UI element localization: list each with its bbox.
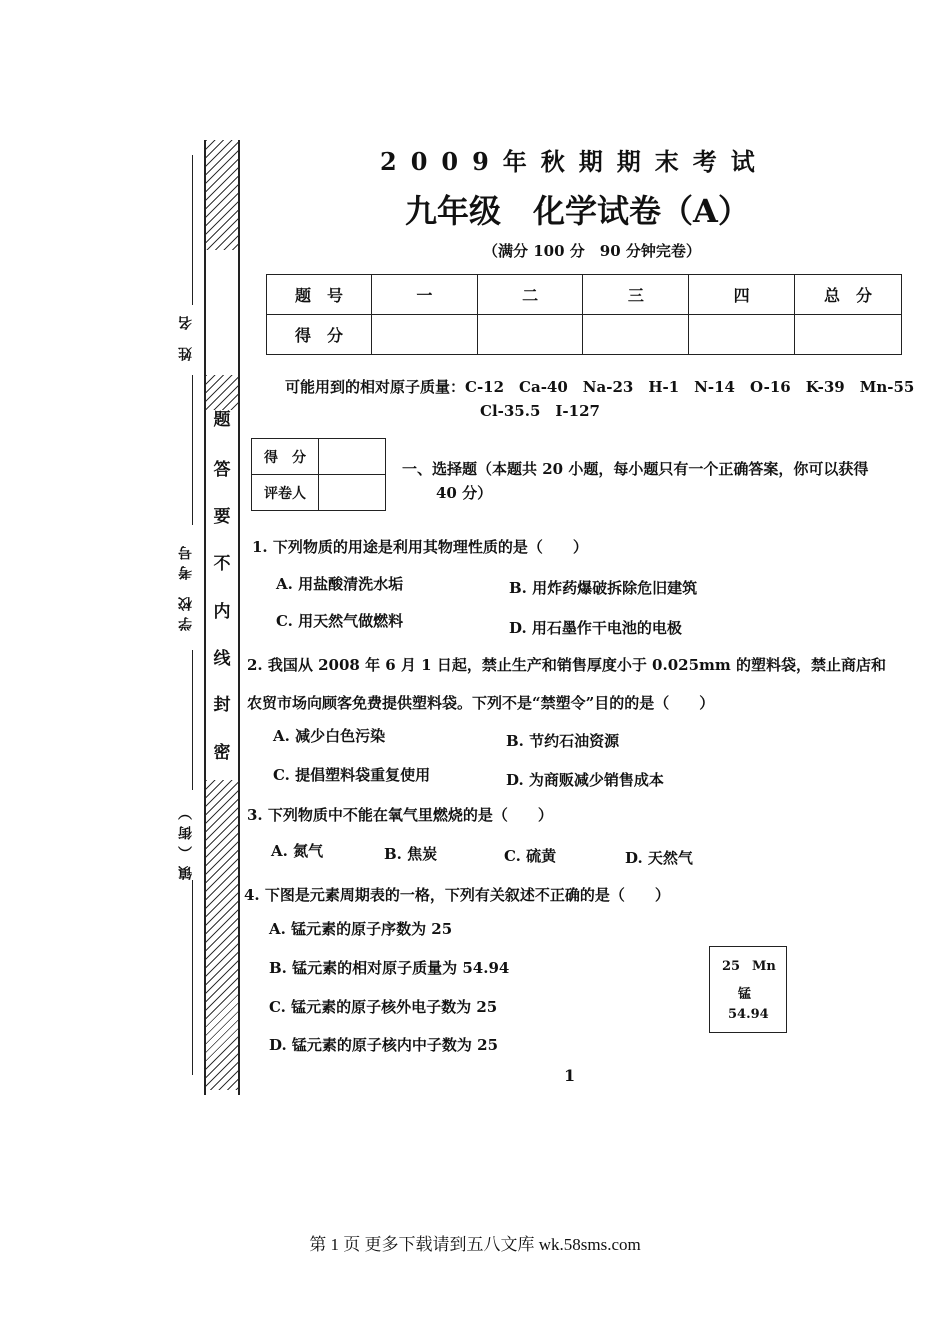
score-table-header: 题 号 <box>267 275 372 315</box>
seal-char: 内 <box>213 602 231 622</box>
seal-char: 题 <box>213 410 231 430</box>
name-label: 姓 名 <box>178 310 194 361</box>
seal-char: 线 <box>213 649 231 669</box>
hatch-pattern-bottom <box>206 780 238 1090</box>
seal-char: 封 <box>213 695 231 715</box>
question-3-stem: 3. 下列物质中不能在氧气里燃烧的是（ ） <box>247 806 553 824</box>
town-line-lower <box>192 880 193 1075</box>
question-2-stem-cont: 农贸市场向顾客免费提供塑料袋。下列不是“禁塑令”目的的是（ ） <box>247 694 715 712</box>
grader-score-label: 得 分 <box>252 439 319 475</box>
question-3-option-c[interactable]: C. 硫黄 <box>504 847 557 865</box>
seal-char: 不 <box>213 554 231 574</box>
score-table-header: 二 <box>477 275 583 315</box>
question-2-option-d[interactable]: D. 为商贩减少销售成本 <box>506 771 664 789</box>
question-1-option-d[interactable]: D. 用石墨作干电池的电极 <box>509 619 682 637</box>
question-2-option-a[interactable]: A. 减少白色污染 <box>273 727 386 745</box>
exam-subtitle: （满分 100 分 90 分钟完卷） <box>483 242 701 260</box>
footer-text: 第 1 页 更多下载请到五八文库 wk.58sms.com <box>309 1235 641 1254</box>
paper-title: 九年级 化学试卷（A） <box>405 192 750 230</box>
grader-name-label: 评卷人 <box>252 475 319 511</box>
question-3-option-b[interactable]: B. 焦炭 <box>384 845 438 863</box>
question-1-stem: 1. 下列物质的用途是利用其物理性质的是（ ） <box>252 538 588 556</box>
element-number: 25 <box>722 959 741 974</box>
grader-box <box>251 438 386 511</box>
question-2-option-c[interactable]: C. 提倡塑料袋重复使用 <box>273 766 431 784</box>
question-3-option-d[interactable]: D. 天然气 <box>625 849 693 867</box>
atomic-masses-line1: 可能用到的相对原子质量：C-12 Ca-40 Na-23 H-1 N-14 O-16 K-39 Mn-55 <box>285 378 915 396</box>
page-number: 1 <box>564 1066 576 1085</box>
element-cell <box>709 946 787 1033</box>
question-2-stem: 2. 我国从 2008 年 6 月 1 日起，禁止生产和销售厚度小于 0.025mm 的塑料袋，禁止商店和 <box>247 656 886 674</box>
question-3-option-a[interactable]: A. 氮气 <box>271 842 324 860</box>
section-heading-cont: 40 分） <box>436 484 493 502</box>
exam-title: 2009年秋期期末考试 <box>380 147 769 176</box>
score-table <box>266 274 902 355</box>
id-line <box>192 375 193 525</box>
score-table-header: 四 <box>689 275 795 315</box>
score-cell[interactable] <box>583 315 689 355</box>
score-table-header: 一 <box>371 275 477 315</box>
element-mass: 54.94 <box>728 1007 769 1022</box>
town-label: 镇（街） <box>178 800 194 880</box>
score-cell[interactable] <box>371 315 477 355</box>
score-cell[interactable] <box>689 315 795 355</box>
element-symbol: Mn <box>752 959 776 974</box>
score-table-header: 三 <box>583 275 689 315</box>
score-row-label: 得 分 <box>267 315 372 355</box>
element-name: 锰 <box>738 987 752 1002</box>
grader-score-cell[interactable] <box>319 439 386 475</box>
question-1-option-b[interactable]: B. 用炸药爆破拆除危旧建筑 <box>509 579 698 597</box>
seal-char: 要 <box>213 507 231 527</box>
question-1-option-c[interactable]: C. 用天然气做燃料 <box>276 612 404 630</box>
score-cell[interactable] <box>477 315 583 355</box>
question-4-option-a[interactable]: A. 锰元素的原子序数为 25 <box>269 920 453 938</box>
section-heading: 一、选择题（本题共 20 小题，每小题只有一个正确答案，你可以获得 <box>402 460 869 478</box>
question-4-option-c[interactable]: C. 锰元素的原子核外电子数为 25 <box>269 998 498 1016</box>
seal-char: 答 <box>213 460 231 480</box>
question-2-option-b[interactable]: B. 节约石油资源 <box>506 732 620 750</box>
seal-char: 密 <box>213 743 231 763</box>
question-4-option-b[interactable]: B. 锰元素的相对原子质量为 54.94 <box>269 959 510 977</box>
question-4-stem: 4. 下图是元素周期表的一格，下列有关叙述不正确的是（ ） <box>244 886 670 904</box>
atomic-masses-line2: Cl-35.5 I-127 <box>480 402 600 420</box>
grader-name-cell[interactable] <box>319 475 386 511</box>
question-1-option-a[interactable]: A. 用盐酸清洗水垢 <box>276 575 404 593</box>
name-line <box>192 155 193 305</box>
hatch-pattern-top <box>206 140 238 250</box>
question-4-option-d[interactable]: D. 锰元素的原子核内中子数为 25 <box>269 1036 499 1054</box>
town-line <box>192 650 193 790</box>
score-cell[interactable] <box>794 315 901 355</box>
school-id-label: 学校 考号 <box>178 540 194 631</box>
score-table-header: 总 分 <box>794 275 901 315</box>
